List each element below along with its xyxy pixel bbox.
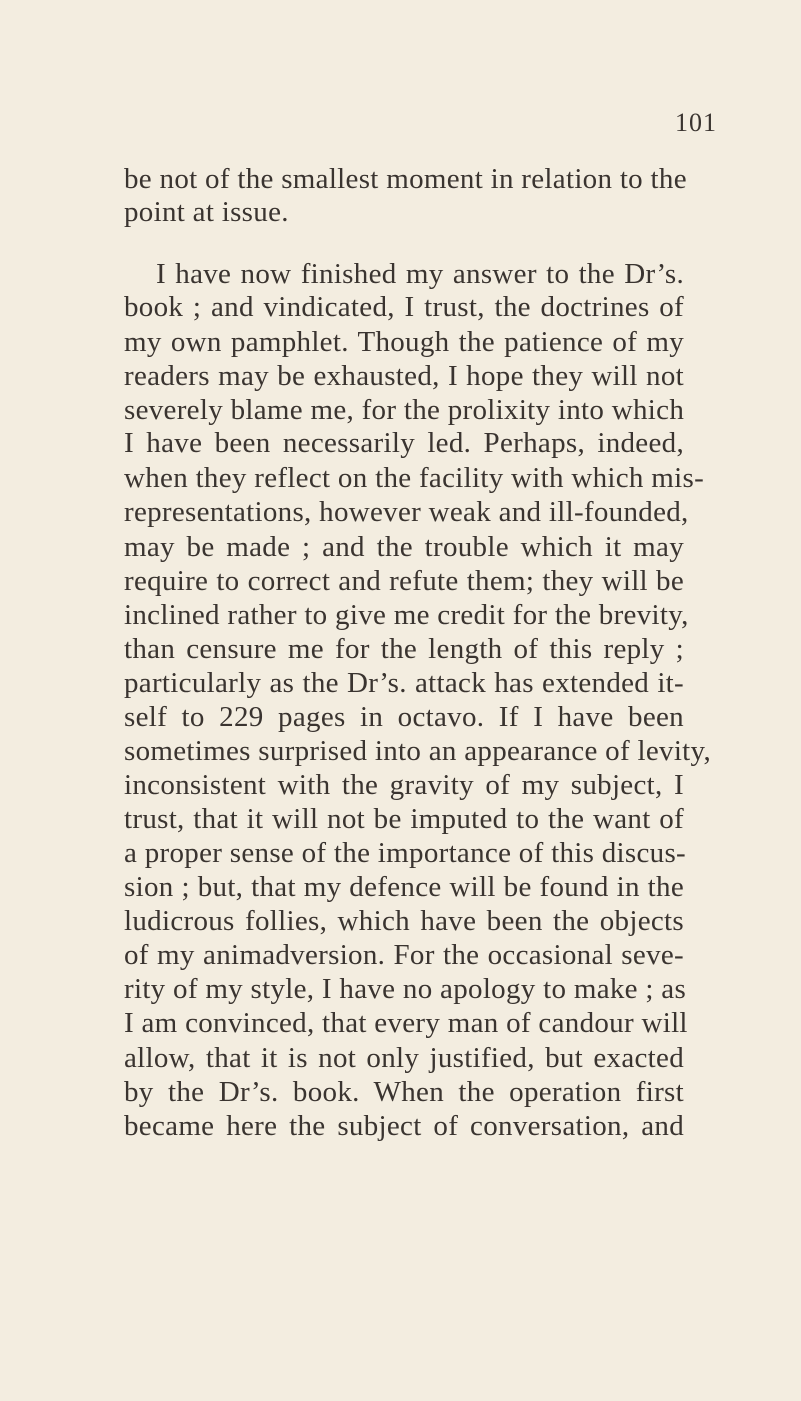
paragraph-start-line: I have now finished my answer to the Dr’s.: [156, 258, 684, 290]
text-line: of my animadversion. For the occasional seve-: [124, 939, 684, 971]
text-line: when they reflect on the facility with which mis-: [124, 462, 705, 494]
text-line: my own pamphlet. Though the patience of my: [124, 326, 684, 358]
text-line: became here the subject of conversation, and: [124, 1110, 684, 1142]
text-line: inclined rather to give me credit for the brevity,: [124, 599, 689, 631]
page-number: 101: [675, 108, 717, 137]
text-line: severely blame me, for the prolixity into which: [124, 394, 685, 426]
text-line: a proper sense of the importance of this discus-: [124, 837, 687, 869]
text-line: readers may be exhausted, I hope they will not: [124, 360, 684, 392]
text-line: than censure me for the length of this reply ;: [124, 633, 684, 665]
text-line: ludicrous follies, which have been the objects: [124, 905, 684, 937]
text-line: require to correct and refute them; they will be: [124, 565, 684, 597]
text-line: by the Dr’s. book. When the operation first: [124, 1076, 684, 1108]
text-line: representations, however weak and ill-founded,: [124, 496, 689, 528]
text-line: sion ; but, that my defence will be found in the: [124, 871, 684, 903]
text-line: point at issue.: [124, 196, 289, 228]
text-line: allow, that it is not only justified, but exacted: [124, 1042, 684, 1074]
text-line: particularly as the Dr’s. attack has extended it-: [124, 667, 684, 699]
text-line: sometimes surprised into an appearance of levity,: [124, 735, 711, 767]
text-line: may be made ; and the trouble which it may: [124, 531, 684, 563]
text-line: I am convinced, that every man of candour will: [124, 1007, 688, 1039]
text-line: inconsistent with the gravity of my subject, I: [124, 769, 684, 801]
text-line: I have been necessarily led. Perhaps, indeed,: [124, 427, 684, 459]
text-line: self to 229 pages in octavo. If I have been: [124, 701, 684, 733]
text-line: rity of my style, I have no apology to make ; as: [124, 973, 687, 1005]
text-line: book ; and vindicated, I trust, the doctrines of: [124, 291, 684, 323]
text-line: trust, that it will not be imputed to the want of: [124, 803, 684, 835]
text-line: be not of the smallest moment in relation to the: [124, 163, 687, 195]
